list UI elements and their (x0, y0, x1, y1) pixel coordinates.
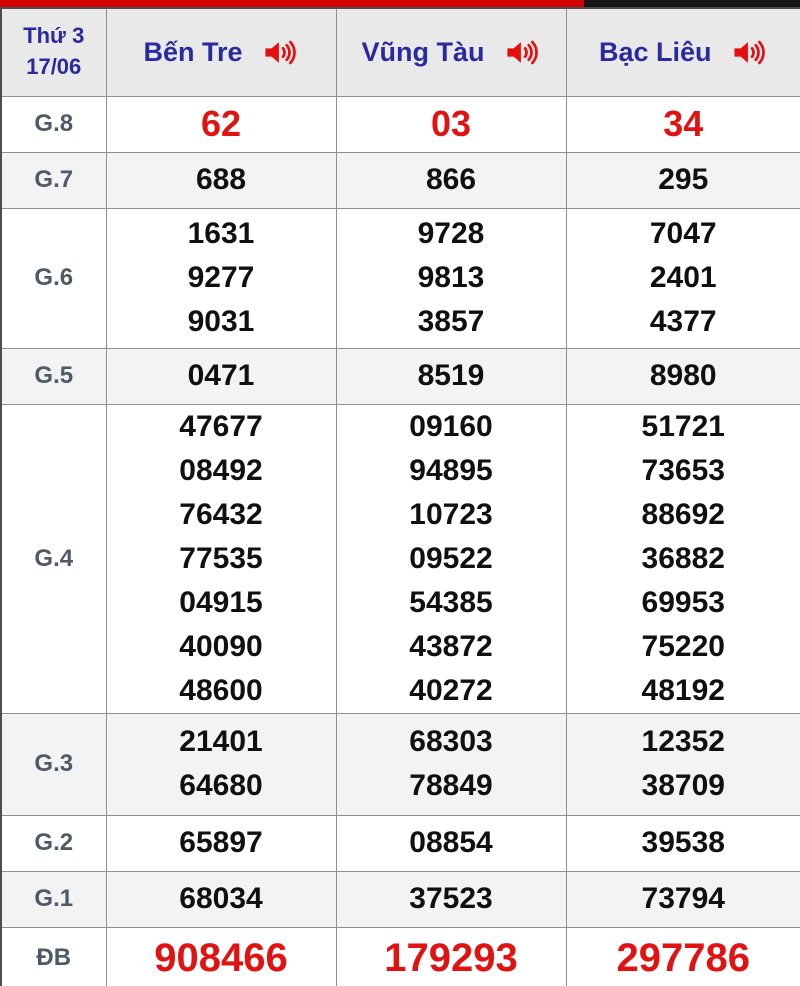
prize-row-g8 (1, 96, 800, 152)
result-number: 9813 (417, 261, 485, 294)
speaker-icon[interactable] (505, 39, 541, 66)
province-header-vung-tau (336, 8, 566, 96)
result-number: 03 (430, 103, 472, 144)
result-cell-col2 (336, 152, 566, 208)
prize-row-g1 (1, 871, 800, 927)
prize-row-g7 (1, 152, 800, 208)
result-cell-col2 (336, 871, 566, 927)
result-number: 78849 (409, 769, 493, 802)
province-link[interactable]: Bến Tre (143, 36, 243, 67)
result-number: 2401 (649, 261, 717, 294)
result-number: 9728 (417, 217, 485, 250)
result-number: 8980 (649, 359, 717, 392)
result-number: 1631 (187, 217, 255, 250)
result-number: 94895 (409, 453, 493, 487)
result-cell-col3 (566, 815, 800, 871)
prize-label: G.7 (1, 152, 106, 208)
result-cell-col3 (566, 152, 800, 208)
prize-label: ĐB (1, 927, 106, 986)
result-number: 04915 (179, 585, 263, 619)
date-label: 17/06 (26, 54, 82, 80)
result-number: 297786 (616, 935, 750, 980)
header-row (1, 8, 800, 96)
result-cell-col3 (566, 404, 800, 713)
prize-row-g5 (1, 348, 800, 404)
result-number: 08492 (179, 453, 263, 487)
result-number: 73794 (641, 882, 725, 915)
result-cell-col1 (106, 815, 336, 871)
result-cell-col3 (566, 927, 800, 986)
result-number: 7047 (649, 217, 717, 250)
result-cell-col1 (106, 871, 336, 927)
result-number: 62 (200, 103, 242, 144)
result-number: 688 (195, 163, 247, 196)
result-cell-col2 (336, 815, 566, 871)
weekday-label: Thứ 3 (23, 23, 85, 49)
result-number: 09522 (409, 541, 493, 575)
result-number: 34 (663, 103, 704, 144)
result-number: 77535 (179, 541, 263, 575)
prize-label: G.5 (1, 348, 106, 404)
province-link[interactable]: Bạc Liêu (598, 36, 712, 67)
prize-label: G.1 (1, 871, 106, 927)
result-number: 3857 (417, 305, 485, 338)
result-number: 68303 (409, 725, 493, 758)
prize-row-g6 (1, 208, 800, 348)
result-number: 40090 (179, 629, 263, 663)
speaker-icon[interactable] (732, 39, 768, 66)
prize-label: G.3 (1, 713, 106, 815)
result-cell-col1 (106, 348, 336, 404)
result-number: 08854 (409, 826, 493, 859)
result-cell-col2 (336, 927, 566, 986)
result-number: 54385 (409, 585, 493, 619)
result-cell-col1 (106, 927, 336, 986)
province-header-bac-lieu (566, 8, 800, 96)
result-number: 866 (425, 163, 477, 196)
result-cell-col2 (336, 404, 566, 713)
result-number: 10723 (409, 497, 493, 531)
result-cell-col2 (336, 713, 566, 815)
result-number: 295 (658, 163, 709, 196)
result-number: 09160 (409, 409, 493, 443)
result-number: 40272 (409, 673, 493, 707)
prize-label: G.6 (1, 208, 106, 348)
result-number: 36882 (641, 541, 725, 575)
prize-row-db (1, 927, 800, 986)
result-number: 21401 (179, 725, 263, 758)
top-bar-dark-segment (584, 0, 800, 7)
result-number: 908466 (154, 935, 288, 980)
result-cell-col3 (566, 208, 800, 348)
result-number: 12352 (641, 725, 725, 758)
result-number: 4377 (649, 305, 717, 338)
result-number: 9277 (187, 261, 255, 294)
result-cell-col3 (566, 713, 800, 815)
result-cell-col2 (336, 208, 566, 348)
draw-date-cell (1, 8, 106, 96)
result-cell-col1 (106, 404, 336, 713)
result-number: 0471 (187, 359, 255, 392)
prize-label: G.4 (1, 404, 106, 713)
result-cell-col1 (106, 208, 336, 348)
prize-row-g4 (1, 404, 800, 713)
result-number: 76432 (179, 497, 263, 531)
result-number: 8519 (417, 359, 485, 392)
speaker-icon[interactable] (263, 39, 299, 66)
prize-row-g3 (1, 713, 800, 815)
province-link[interactable]: Vũng Tàu (361, 36, 485, 67)
result-cell-col2 (336, 348, 566, 404)
result-number: 75220 (641, 629, 725, 663)
result-number: 38709 (641, 769, 725, 802)
lottery-results-table (0, 7, 800, 986)
result-cell-col3 (566, 871, 800, 927)
result-cell-col1 (106, 152, 336, 208)
result-number: 68034 (179, 882, 263, 915)
result-number: 48192 (641, 673, 725, 707)
result-cell-col2 (336, 96, 566, 152)
result-number: 179293 (384, 935, 518, 980)
result-number: 47677 (179, 409, 263, 443)
result-cell-col1 (106, 96, 336, 152)
result-number: 9031 (187, 305, 255, 338)
result-number: 37523 (409, 882, 493, 915)
prize-label: G.8 (1, 96, 106, 152)
top-progress-bar (0, 0, 800, 7)
result-number: 73653 (641, 453, 725, 487)
result-number: 43872 (409, 629, 493, 663)
result-cell-col3 (566, 348, 800, 404)
result-number: 51721 (641, 409, 725, 443)
result-number: 65897 (179, 826, 263, 859)
result-cell-col3 (566, 96, 800, 152)
prize-row-g2 (1, 815, 800, 871)
result-number: 48600 (179, 673, 263, 707)
result-number: 39538 (641, 826, 725, 859)
top-bar-red-segment (0, 0, 584, 7)
result-number: 69953 (641, 585, 725, 619)
result-number: 88692 (641, 497, 725, 531)
result-cell-col1 (106, 713, 336, 815)
result-number: 64680 (179, 769, 263, 802)
province-header-ben-tre (106, 8, 336, 96)
prize-label: G.2 (1, 815, 106, 871)
